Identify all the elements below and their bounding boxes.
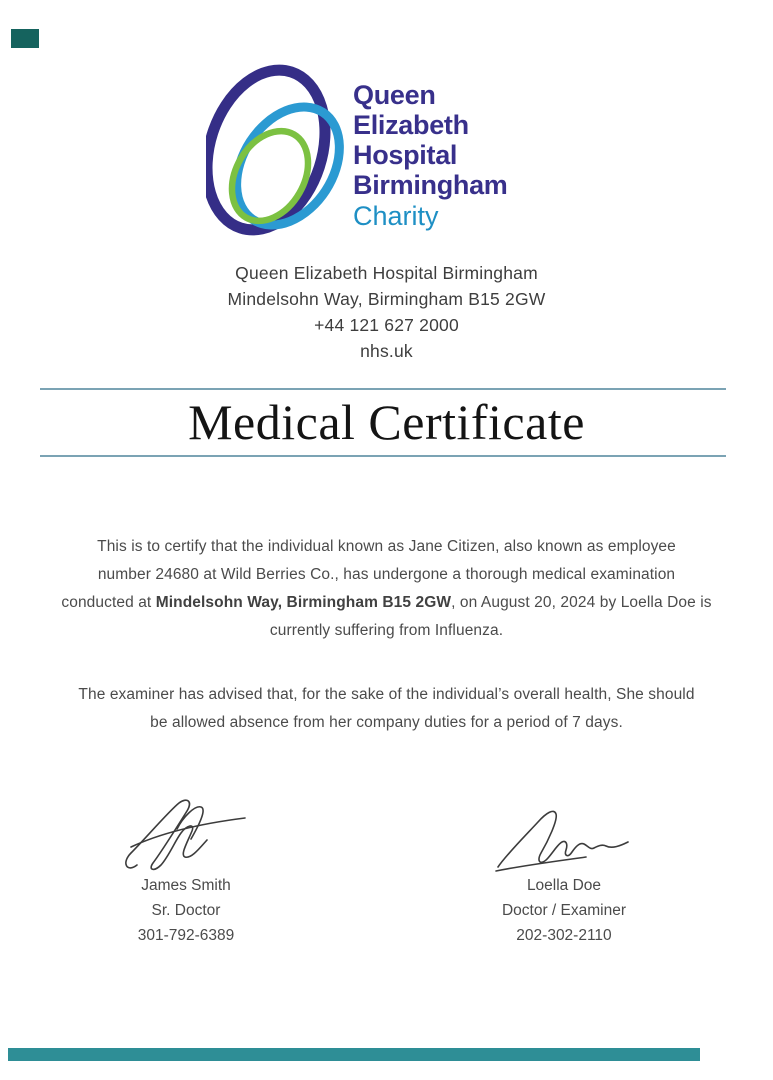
certification-line-3-pre: conducted at bbox=[61, 594, 156, 611]
advice-line-2: be allowed absence from her company duties for a period of 7 days. bbox=[150, 714, 623, 731]
signature-block-james-smith bbox=[91, 795, 281, 948]
hospital-website: nhs.uk bbox=[360, 341, 413, 361]
examination-location: Mindelsohn Way, Birmingham B15 2GW bbox=[155, 594, 452, 611]
signature-james-smith-icon bbox=[120, 795, 252, 875]
advice-line-1: The examiner has advised that, for the sake of the individual’s overall health, She should bbox=[78, 686, 695, 703]
certification-paragraph bbox=[0, 533, 773, 645]
signer-phone: 202-302-2110 bbox=[516, 927, 612, 944]
signer-name: James Smith bbox=[141, 877, 231, 894]
hospital-phone: +44 121 627 2000 bbox=[314, 315, 459, 335]
hospital-address: Mindelsohn Way, Birmingham B15 2GW bbox=[227, 289, 546, 309]
hospital-logo-icon bbox=[206, 58, 350, 250]
contact-block bbox=[0, 260, 773, 364]
logo-line-hospital: Hospital bbox=[353, 140, 458, 170]
certification-line-1: This is to certify that the individual known as Jane Citizen, also known as employee bbox=[97, 538, 676, 555]
logo-charity-label: Charity bbox=[353, 201, 439, 231]
green-ellipse-icon bbox=[217, 117, 324, 234]
bottom-accent-bar bbox=[8, 1048, 700, 1061]
certification-line-3 bbox=[0, 589, 773, 617]
signer-name: Loella Doe bbox=[526, 877, 602, 894]
signer-role: Doctor / Examiner bbox=[501, 902, 627, 919]
hospital-logo-wordmark bbox=[353, 80, 508, 232]
page-title: Medical Certificate bbox=[188, 394, 585, 450]
certification-line-4: currently suffering from Influenza. bbox=[269, 622, 504, 639]
certification-line-2: number 24680 at Wild Berries Co., has undergone a thorough medical examination bbox=[97, 566, 676, 583]
advice-paragraph bbox=[0, 681, 773, 737]
signer-phone: 301-792-6389 bbox=[137, 927, 235, 944]
signature-loella-doe-icon bbox=[494, 807, 634, 875]
signer-role: Sr. Doctor bbox=[151, 902, 221, 919]
title-divider-bottom bbox=[40, 455, 726, 457]
logo-line-elizabeth: Elizabeth bbox=[353, 110, 469, 140]
logo-line-birmingham: Birmingham bbox=[353, 170, 508, 200]
certification-line-3-post: , on August 20, 2024 by Loella Doe is bbox=[451, 594, 712, 611]
corner-accent-mark bbox=[11, 29, 39, 48]
logo-line-queen: Queen bbox=[353, 80, 436, 110]
hospital-name: Queen Elizabeth Hospital Birmingham bbox=[235, 263, 538, 283]
signature-block-loella-doe bbox=[469, 795, 659, 948]
